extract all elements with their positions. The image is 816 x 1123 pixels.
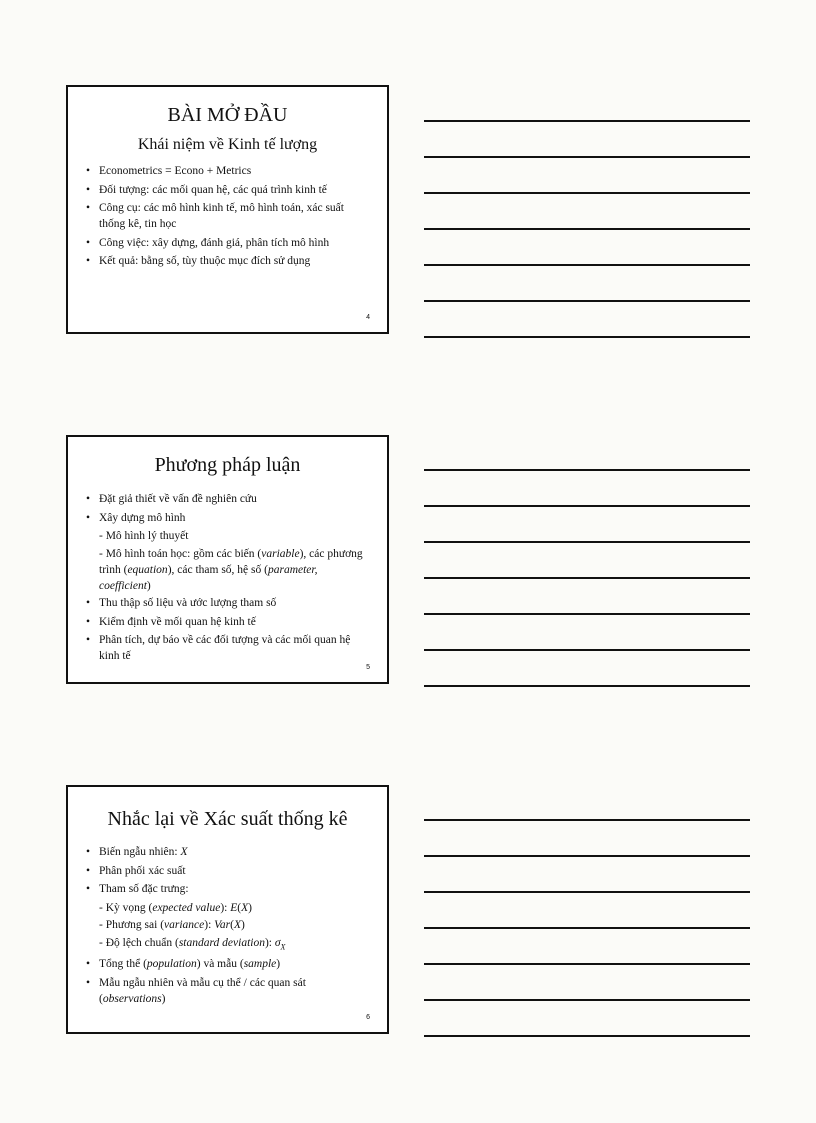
sub-item: - Mô hình lý thuyết: [99, 530, 189, 542]
slide-subtitle: Khái niệm về Kinh tế lượng: [137, 136, 318, 153]
text-italic: variance: [164, 919, 205, 931]
sub-item: [86, 917, 367, 933]
note-line: [424, 685, 750, 687]
text-italic: X: [180, 846, 188, 858]
list-item: • Kiểm định về mối quan hệ kinh tế: [86, 614, 367, 630]
bullet-list: [68, 844, 387, 1007]
text-italic: X: [280, 941, 286, 951]
sub-item: [86, 900, 367, 916]
note-line: [424, 649, 750, 651]
text-italic: Var: [214, 919, 231, 931]
slide-title: Phương pháp luận: [154, 454, 301, 476]
slide-title: Nhắc lại về Xác suất thống kê: [107, 808, 348, 830]
text: - Phương sai (: [99, 919, 165, 931]
text-italic: σ: [274, 936, 281, 949]
list-item: • Công cụ: các mô hình kinh tế, mô hình toán, xác suất thống kê, tin học: [86, 200, 367, 232]
note-line: [424, 336, 750, 338]
text: ): [241, 919, 245, 931]
slide-2: [66, 435, 389, 684]
list-item: • Xây dựng mô hình: [86, 510, 367, 526]
sub-item: [86, 935, 367, 955]
text-italic: X: [241, 901, 249, 914]
note-line: [424, 819, 750, 821]
text-italic: variable: [261, 547, 300, 560]
text-italic: standard deviation: [178, 936, 265, 949]
text-italic: sample: [243, 958, 277, 971]
text-italic: expected value: [152, 901, 221, 914]
list-item: • Phân phối xác suất: [86, 863, 367, 879]
bullet-list: [68, 491, 387, 664]
sub-item: [86, 546, 367, 594]
list-item: [86, 956, 367, 972]
text: (: [230, 919, 234, 931]
text: ):: [204, 919, 215, 931]
text: ):: [264, 936, 275, 949]
note-line: [424, 891, 750, 893]
note-line: [424, 927, 750, 929]
notes-lines-1: [424, 120, 750, 372]
text: Mẫu ngẫu nhiên và mẫu cụ thể / các quan sát (: [99, 976, 306, 1005]
page-number: 5: [366, 664, 370, 671]
note-line: [424, 963, 750, 965]
text: ): [248, 901, 252, 914]
list-item: • Đặt giả thiết về vấn đề nghiên cứu: [86, 491, 367, 507]
note-line: [424, 264, 750, 266]
page-number: 4: [366, 314, 370, 321]
list-item: [86, 844, 367, 860]
text-italic: observations: [102, 992, 162, 1005]
text: ), các tham số, hệ số (: [167, 563, 268, 576]
text-italic: parameter, coefficient: [99, 563, 318, 592]
note-line: [424, 577, 750, 579]
list-item: • Công việc: xây dựng, đánh giá, phân tích mô hình: [86, 235, 367, 251]
text-italic: equation: [127, 563, 168, 576]
text: Biến ngẫu nhiên:: [99, 846, 181, 858]
list-item: • Đối tượng: các mối quan hệ, các quá trình kinh tế: [86, 182, 367, 198]
list-item: • Phân tích, dự báo về các đối tượng và các mối quan hệ kinh tế: [86, 632, 367, 664]
list-item: • Tham số đặc trưng:: [86, 881, 367, 897]
note-line: [424, 156, 750, 158]
slide-title: BÀI MỞ ĐẦU: [167, 104, 288, 126]
note-line: [424, 505, 750, 507]
text: ): [146, 579, 151, 592]
text: ), các phương trình (: [99, 547, 363, 576]
text: - Độ lệch chuẩn (: [99, 936, 179, 949]
text: - Mô hình toán học: gồm các biến (: [99, 547, 262, 560]
note-line: [424, 1035, 750, 1037]
list-item: • Kết quả: bằng số, tùy thuộc mục đích sử dụng: [86, 253, 367, 269]
note-line: [424, 228, 750, 230]
note-line: [424, 541, 750, 543]
text: ): [161, 992, 166, 1005]
slide-3: [66, 785, 389, 1034]
list-item: • Econometrics = Econo + Metrics: [86, 163, 367, 179]
note-line: [424, 613, 750, 615]
note-line: [424, 469, 750, 471]
page-number: 6: [366, 1014, 370, 1021]
text: Tổng thể (: [99, 958, 147, 971]
note-line: [424, 120, 750, 122]
notes-lines-2: [424, 469, 750, 721]
note-line: [424, 855, 750, 857]
notes-lines-3: [424, 819, 750, 1071]
text: ) và mẫu (: [196, 958, 244, 971]
text: ):: [220, 901, 231, 914]
note-line: [424, 999, 750, 1001]
slide-1: [66, 85, 389, 334]
text-italic: population: [146, 958, 197, 971]
text: (: [237, 901, 242, 914]
note-line: [424, 192, 750, 194]
note-line: [424, 300, 750, 302]
list-item: [86, 975, 367, 1007]
text: - Kỳ vọng (: [99, 901, 153, 914]
bullet-list: [68, 163, 387, 269]
text: ): [276, 958, 281, 971]
text-italic: E: [230, 901, 238, 914]
list-item: • Thu thập số liệu và ước lượng tham số: [86, 595, 367, 611]
text-italic: X: [234, 919, 242, 931]
